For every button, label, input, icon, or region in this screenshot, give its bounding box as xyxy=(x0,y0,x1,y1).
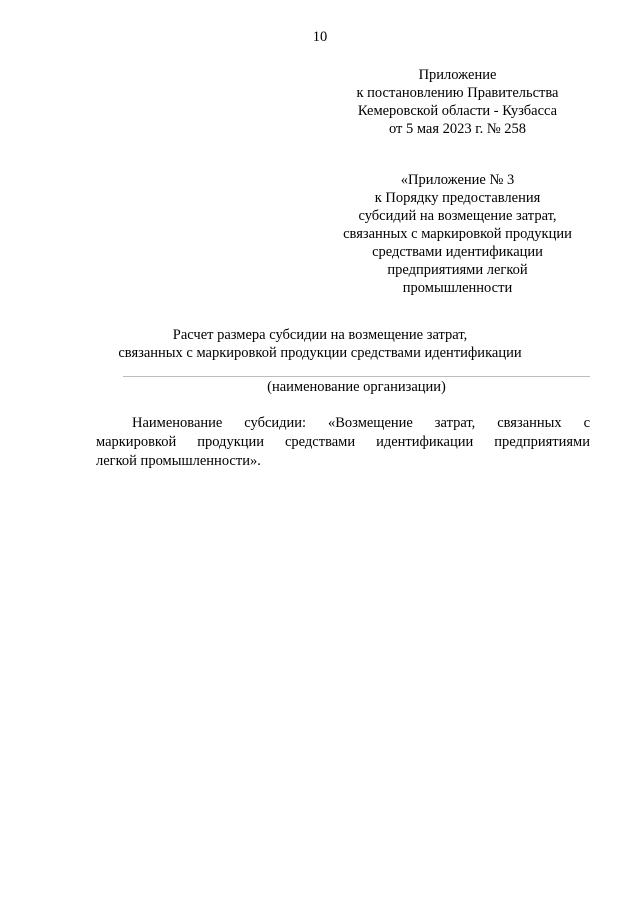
appendix-order-line: субсидий на возмещение затрат, xyxy=(358,208,557,224)
appendix-order-line: связанных с маркировкой продукции xyxy=(343,226,572,242)
organization-name-caption: (наименование организации) xyxy=(267,379,446,395)
paragraph-line xyxy=(96,433,590,452)
appendix-order-line: средствами идентификации xyxy=(372,244,543,260)
paragraph-line: легкой промышленности». xyxy=(96,453,261,469)
appendix-header-line: Кемеровской области - Кузбасса xyxy=(357,103,558,119)
word: предприятиями xyxy=(494,434,590,450)
word: связанных xyxy=(497,415,562,431)
word: маркировкой xyxy=(96,434,177,450)
appendix-header xyxy=(300,66,615,138)
word: затрат, xyxy=(434,415,476,431)
word: Наименование xyxy=(132,415,223,431)
word: субсидии: xyxy=(244,415,307,431)
document-title xyxy=(0,326,640,362)
page-number: 10 xyxy=(312,29,328,45)
organization-name-blank-line xyxy=(123,376,590,377)
word: с xyxy=(583,415,590,431)
appendix-order-line: «Приложение № 3 xyxy=(400,172,515,188)
word: «Возмещение xyxy=(328,415,413,431)
appendix-order-line: к Порядку предоставления xyxy=(374,190,541,206)
document-title-line: Расчет размера субсидии на возмещение затрат, xyxy=(172,327,468,343)
appendix-header-line: от 5 мая 2023 г. № 258 xyxy=(388,121,527,137)
subsidy-name-paragraph xyxy=(96,414,590,471)
appendix-order-line: промышленности xyxy=(402,280,513,296)
appendix-header-line: Приложение xyxy=(418,67,497,83)
appendix-header-line: к постановлению Правительства xyxy=(356,85,559,101)
appendix-order-line: предприятиями легкой xyxy=(387,262,528,278)
paragraph-line xyxy=(96,414,590,433)
word: продукции xyxy=(197,434,265,450)
word: идентификации xyxy=(376,434,474,450)
word: средствами xyxy=(285,434,356,450)
document-title-line: связанных с маркировкой продукции средствами идентификации xyxy=(118,345,522,361)
appendix-order-header xyxy=(300,171,615,297)
